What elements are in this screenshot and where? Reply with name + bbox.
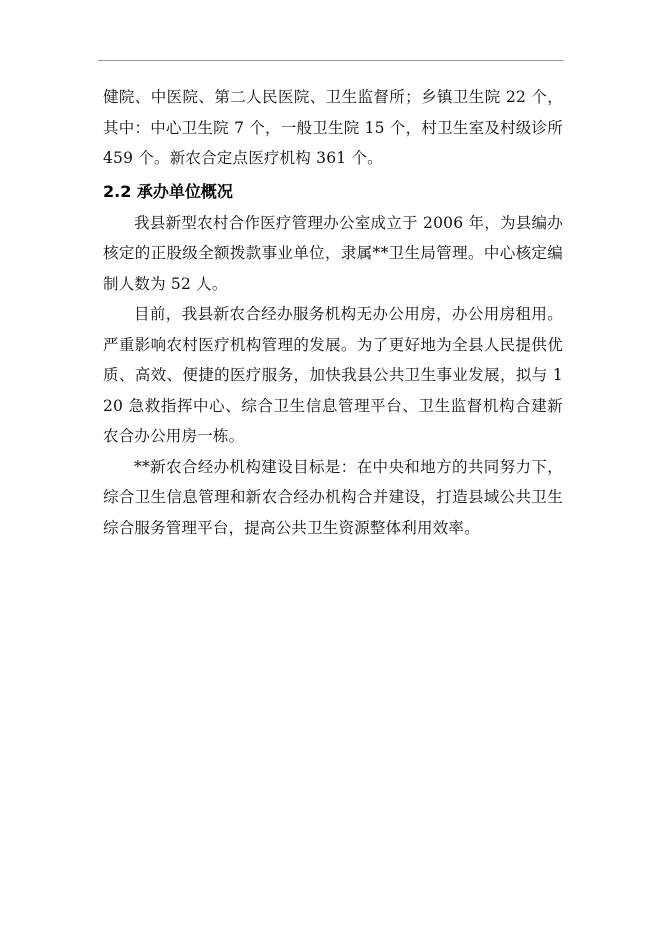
section-heading: 2.2 承办单位概况 bbox=[103, 181, 233, 201]
document-body bbox=[103, 82, 563, 543]
paragraph-office-space: 目前，我县新农合经办服务机构无办公用房，办公用房租用。严重影响农村医疗机构管理的发展。为了更好地为全县人民提供优质、高效、便捷的医疗服务，加快我县公共卫生事业发展，拟与 120 急救指挥中心、综合卫生信息管理平台、卫生监督机构合建新农合办公用房一栋。 bbox=[103, 305, 563, 445]
continued-paragraph: 健院、中医院、第二人民医院、卫生监督所；乡镇卫生院 22 个，其中：中心卫生院 7 个，一般卫生院 15 个，村卫生室及村级诊所 459 个。新农合定点医疗机构 361 个。 bbox=[103, 88, 563, 167]
paragraph-construction-goal: **新农合经办机构建设目标是：在中央和地方的共同努力下，综合卫生信息管理和新农合经办机构合并建设，打造县域公共卫生综合服务管理平台，提高公共卫生资源整体利用效率。 bbox=[103, 457, 563, 537]
header-rule bbox=[98, 60, 564, 61]
paragraph-office-overview: 我县新型农村合作医疗管理办公室成立于 2006 年，为县编办核定的正股级全额拨款事业单位，隶属**卫生局管理。中心核定编制人数为 52 人。 bbox=[103, 213, 563, 293]
